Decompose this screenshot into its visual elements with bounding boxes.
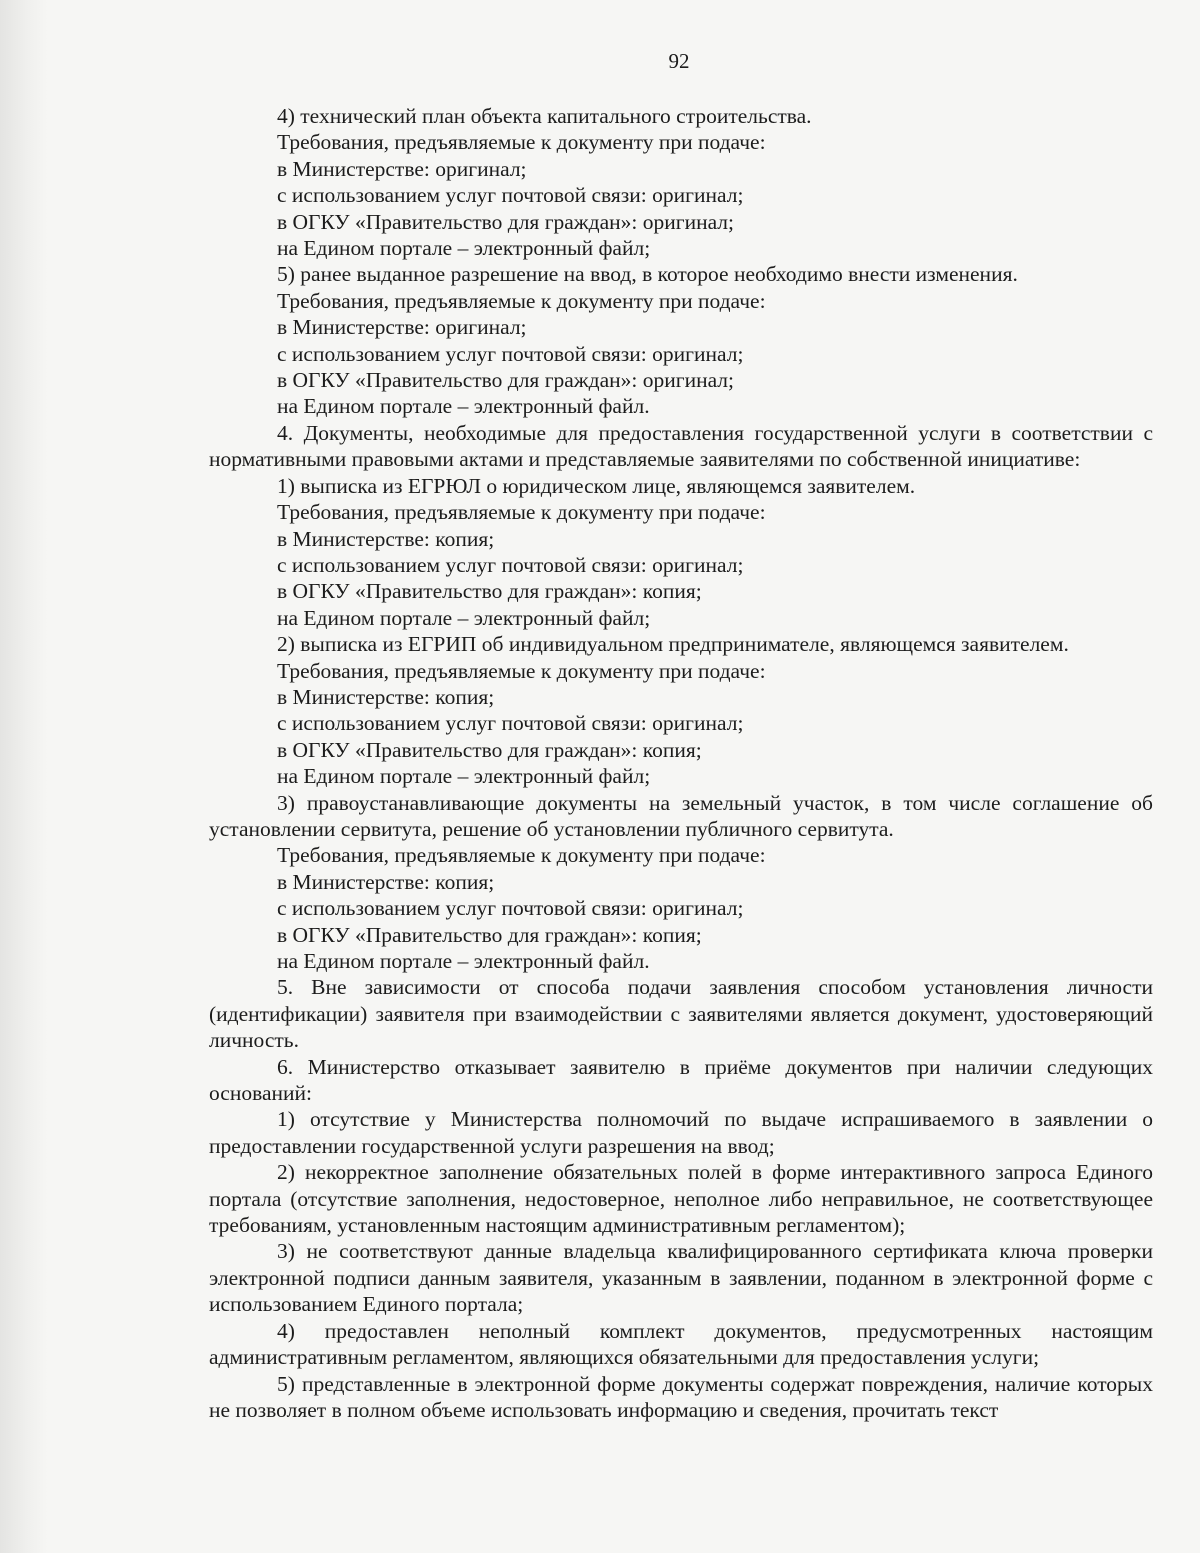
paragraph: в Министерстве: копия; [277,684,495,709]
paragraph: с использованием услуг почтовой связи: оригинал; [277,711,744,736]
paragraph: с использованием услуг почтовой связи: оригинал; [277,341,744,366]
body-text [209,103,1153,1423]
paragraph: 4. Документы, необходимые для предоставления государственной услуги в соответствии с нормативными правовыми актами и представляемые заявителями по собственной инициативе: [209,420,1153,472]
paragraph: на Едином портале – электронный файл; [277,764,651,789]
paragraph: на Едином портале – электронный файл. [277,949,650,973]
paragraph: 4) предоставлен неполный комплект документов, предусмотренных настоящим административным регламентом, являющихся обязательными для предоставления услуги; [209,1318,1153,1370]
paragraph: в ОГКУ «Правительство для граждан»: копия; [277,579,702,604]
paragraph: 4) технический план объекта капитального строительства. [277,104,812,128]
paragraph: 5) ранее выданное разрешение на ввод, в которое необходимо внести изменения. [277,262,1018,287]
paragraph: с использованием услуг почтовой связи: оригинал; [277,896,744,921]
paragraph: Требования, предъявляемые к документу при подаче: [277,658,766,683]
paragraph: на Едином портале – электронный файл; [277,236,651,261]
paragraph: 2) некорректное заполнение обязательных полей в форме интерактивного запроса Единого портала (отсутствие заполнения, недостоверное, неполное либо неправильное, не соответствующее требованиям, установленным настоящим административным регламентом); [209,1160,1153,1238]
paragraph: 5) представленные в электронной форме документы содержат повреждения, наличие которых не позволяет в полном объеме использовать информацию и сведения, прочитать текст [209,1371,1153,1422]
paragraph: Требования, предъявляемые к документу при подаче: [277,843,766,868]
paragraph: 1) выписка из ЕГРЮЛ о юридическом лице, являющемся заявителем. [277,473,916,498]
paragraph: Требования, предъявляемые к документу при подаче: [277,500,766,525]
paragraph: 3) правоустанавливающие документы на земельный участок, в том числе соглашение об установлении сервитута, решение об установлении публичного сервитута. [209,790,1153,841]
paragraph: 6. Министерство отказывает заявителю в приёме документов при наличии следующих оснований: [209,1054,1153,1106]
paragraph: в ОГКУ «Правительство для граждан»: оригинал; [277,209,735,234]
paragraph: в ОГКУ «Правительство для граждан»: копия; [277,922,702,947]
paragraph: в ОГКУ «Правительство для граждан»: оригинал; [277,368,735,393]
paragraph: с использованием услуг почтовой связи: оригинал; [277,183,744,208]
paragraph: на Едином портале – электронный файл; [277,605,651,630]
paragraph: 1) отсутствие у Министерства полномочий по выдаче испрашиваемого в заявлении о предоставлении государственной услуги разрешения на ввод; [209,1107,1153,1158]
paragraph: на Едином портале – электронный файл. [277,394,650,419]
paragraph: 5. Вне зависимости от способа подачи заявления способом установления личности (идентификации) заявителя при взаимодействии с заявителями является документ, удостоверяющий личность. [209,975,1153,1053]
paragraph: в Министерстве: оригинал; [277,156,527,181]
paragraph: в Министерстве: оригинал; [277,315,527,340]
paragraph: с использованием услуг почтовой связи: оригинал; [277,552,744,577]
paragraph: в Министерстве: копия; [277,526,495,551]
paragraph: Требования, предъявляемые к документу при подаче: [277,288,766,313]
paragraph: в ОГКУ «Правительство для граждан»: копия; [277,737,702,762]
page-number: 92 [668,49,690,73]
paragraph: Требования, предъявляемые к документу при подаче: [277,130,766,155]
paragraph: 2) выписка из ЕГРИП об индивидуальном предпринимателе, являющемся заявителем. [277,632,1069,657]
paragraph: в Министерстве: копия; [277,869,495,894]
paragraph: 3) не соответствуют данные владельца квалифицированного сертификата ключа проверки электронной подписи данным заявителя, указанным в заявлении, поданном в электронной форме с использованием Единого портала; [209,1239,1153,1317]
